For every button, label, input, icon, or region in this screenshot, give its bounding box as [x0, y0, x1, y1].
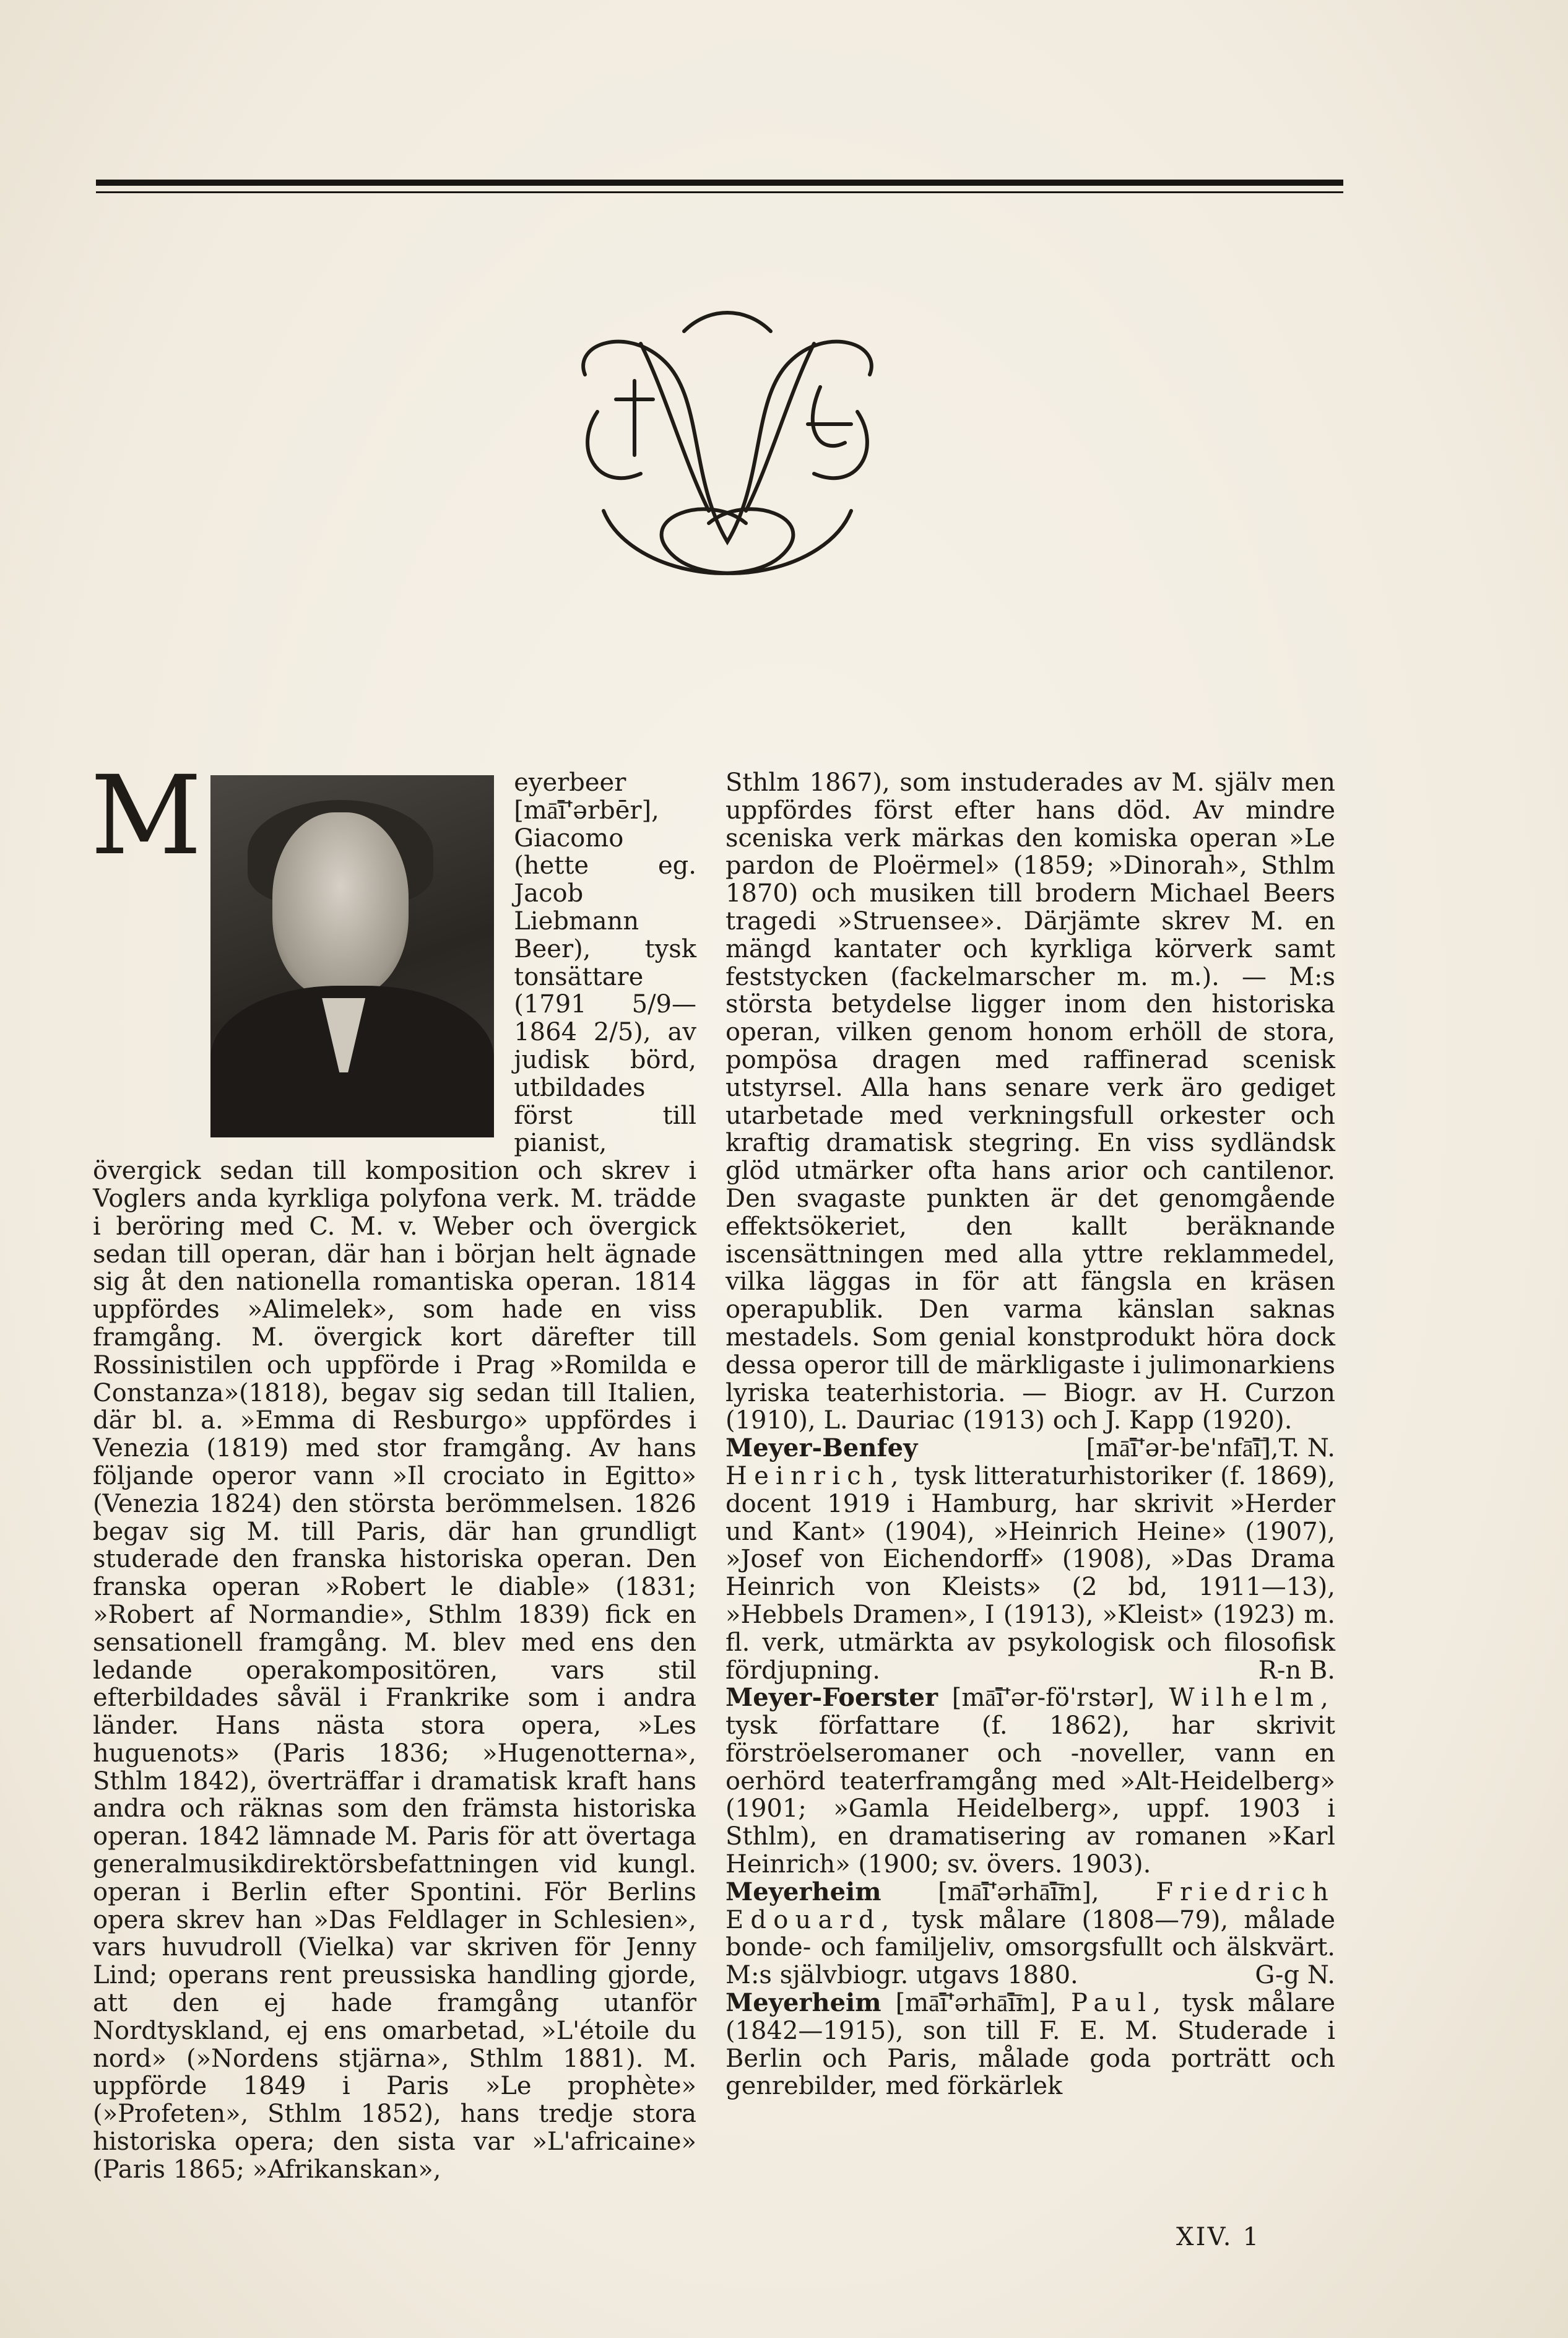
monogram-icon: [560, 306, 894, 604]
entry-meyerheim-friedrich: [726, 1879, 1335, 1989]
person-name: Friedrich Edouard,: [726, 1877, 1335, 1934]
right-column: [726, 769, 1335, 2100]
person-name: Heinrich,: [726, 1461, 906, 1490]
headword: Meyerheim: [726, 1877, 881, 1906]
headword: Meyer-Benfey: [726, 1433, 918, 1463]
headword: Meyer-Foerster: [726, 1683, 938, 1713]
drop-cap: M: [90, 752, 202, 879]
signature-rnb: R-n B.: [1258, 1656, 1335, 1685]
pronunciation: [mā͞ī'ər-fö'rstər],: [938, 1684, 1169, 1713]
pronunciation: [mā͞ī'ərhā͞īm],: [881, 1877, 1156, 1906]
entry-meyer-benfey: [726, 1435, 1335, 1684]
entry-text: tysk litteraturhistoriker (f. 1869), docent 1919 i Hamburg, har skrivit »Herder und Kant» (1904), »Heinrich Heine» (1907), »Josef von Eichendorff» (1908), »Das Drama Heinrich von Kleists» (2 bd, 1911—13), »Hebbels Dramen», I (1913), »Kleist» (1923) m. fl. verk, utmärkta av psykologisk och filosofisk fördjupning.: [726, 1461, 1335, 1685]
pronunciation: [mā͞ī'ər-be'nfā͞ī],: [917, 1434, 1279, 1463]
signature-tn: T. N.: [1278, 1434, 1335, 1463]
left-column: [90, 752, 696, 2184]
headword: Meyerheim: [726, 1988, 881, 2018]
header-rule-thick: [96, 180, 1343, 186]
entry-meyerbeer-continued: Sthlm 1867), som instuderades av M. själv men uppfördes först efter hans död. Av mindre sceniska verk märkas den komiska operan »Le pardon de Ploërmel» (1859; »Dinorah», Sthlm 1870) och musiken till brodern Michael Beers tragedi »Struensee». Därjämte skrev M. en mängd kantater och kyrkliga körverk samt feststycken (fackelmarscher m. m.). — M:s största betydelse ligger inom den historiska operan, vilken genom honom erhöll de stora, pompösa dragen med raffinerad scenisk utstyrsel. Alla hans senare verk äro gediget utarbetade med verkningsfull orkester och kraftig dramatisk stegring. En viss sydländsk glöd utmärker ofta hans arior och cantilenor. Den svagaste punkten är det genomgående effektsökeriet, den kallt beräknande iscensättningen med alla yttre reklammedel, vilka läggas in för att fängsla en kräsen operapublik. Den varma känslan saknas mestadels. Som genial konstprodukt höra dock dessa operor till de märkligaste i julimonarkiens lyriska teaterhistoria. — Biogr. av H. Curzon (1910), L. Dauriac (1913) och J. Kapp (1920).: [726, 768, 1335, 1435]
entry-meyerheim-paul: [726, 1989, 1335, 2100]
portrait-photo: [210, 775, 494, 1137]
header-rule-thin: [96, 191, 1343, 193]
entry-meyerbeer-text: eyerbeer [mā͞ī'ərbēr], Giacomo (hette eg. Jacob Liebmann Beer), tysk tonsättare (1791 5/9—1864 2/5), av judisk börd, utbildades först till pianist, övergick sedan till komposition och skrev i Voglers anda kyrkliga polyfona verk. M. trädde i beröring med C. M. v. Weber och övergick sedan till operan, där han i början helt ägnade sig åt den nationella romantiska operan. 1814 uppfördes »Alimelek», som hade en viss framgång. M. övergick kort därefter till Rossinistilen och uppförde i Prag »Romilda e Constanza»(1818), begav sig sedan till Italien, där bl. a. »Emma di Resburgo» uppfördes i Venezia (1819) med stor framgång. Av hans följande operor vann »Il crociato in Egitto» (Venezia 1824) den största berömmelsen. 1826 begav sig M. till Paris, där han grundligt studerade den franska historiska operan. Den franska operan »Robert le diable» (1831; »Robert af Normandie», Sthlm 1839) fick en sensationell framgång. M. blev med ens den ledande operakompositören, vars stil efterbildades såväl i Frankrike som i andra länder. Hans nästa stora opera, »Les huguenots» (Paris 1836; »Hugenotterna», Sthlm 1842), överträffar i dramatisk kraft hans andra och räknas som den främsta historiska operan. 1842 lämnade M. Paris för att övertaga generalmusikdirektörsbefattningen vid kungl. operan i Berlin efter Spontini. För Berlins opera skrev han »Das Feldlager in Schlesien», vars huvudroll (Vielka) var skriven för Jenny Lind; operans rent preussiska handling gjorde, att den ej hade framgång utanför Nordtyskland, ej ens omarbetad, »L'étoile du nord» (»Nordens stjärna», Sthlm 1881). M. uppförde 1849 i Paris »Le prophète» (»Profeten», Sthlm 1852), hans tredje stora historiska opera; den sista var »L'africaine» (Paris 1865; »Afrikanskan»,: [93, 768, 696, 2184]
volume-page-number: XIV. 1: [1176, 2223, 1261, 2251]
person-name: Wilhelm,: [1169, 1684, 1335, 1713]
pronunciation: [mā͞ī'ərhā͞īm],: [881, 1989, 1072, 2018]
entry-meyer-foerster: [726, 1684, 1335, 1879]
person-name: Paul,: [1071, 1989, 1168, 2018]
entry-text: tysk målare (1842—1915), son till F. E. M. Studerade i Berlin och Paris, målade goda porträtt och genrebilder, med förkärlek: [726, 1989, 1335, 2101]
entry-text: tysk författare (f. 1862), har skrivit förströelseromaner och -noveller, vann en oerhörd teaterframgång med »Alt-Heidelberg» (1901; »Gamla Heidelberg», uppf. 1903 i Sthlm), en dramatisering av romanen »Karl Heinrich» (1900; sv. övers. 1903).: [726, 1711, 1335, 1879]
entry-text: tysk målare (1808—79), målade bonde- och familjeliv, omsorgsfullt och älskvärt. M:s självbiogr. utgavs 1880.: [726, 1905, 1335, 1990]
signature-ggn: G-g N.: [1255, 1961, 1335, 1990]
